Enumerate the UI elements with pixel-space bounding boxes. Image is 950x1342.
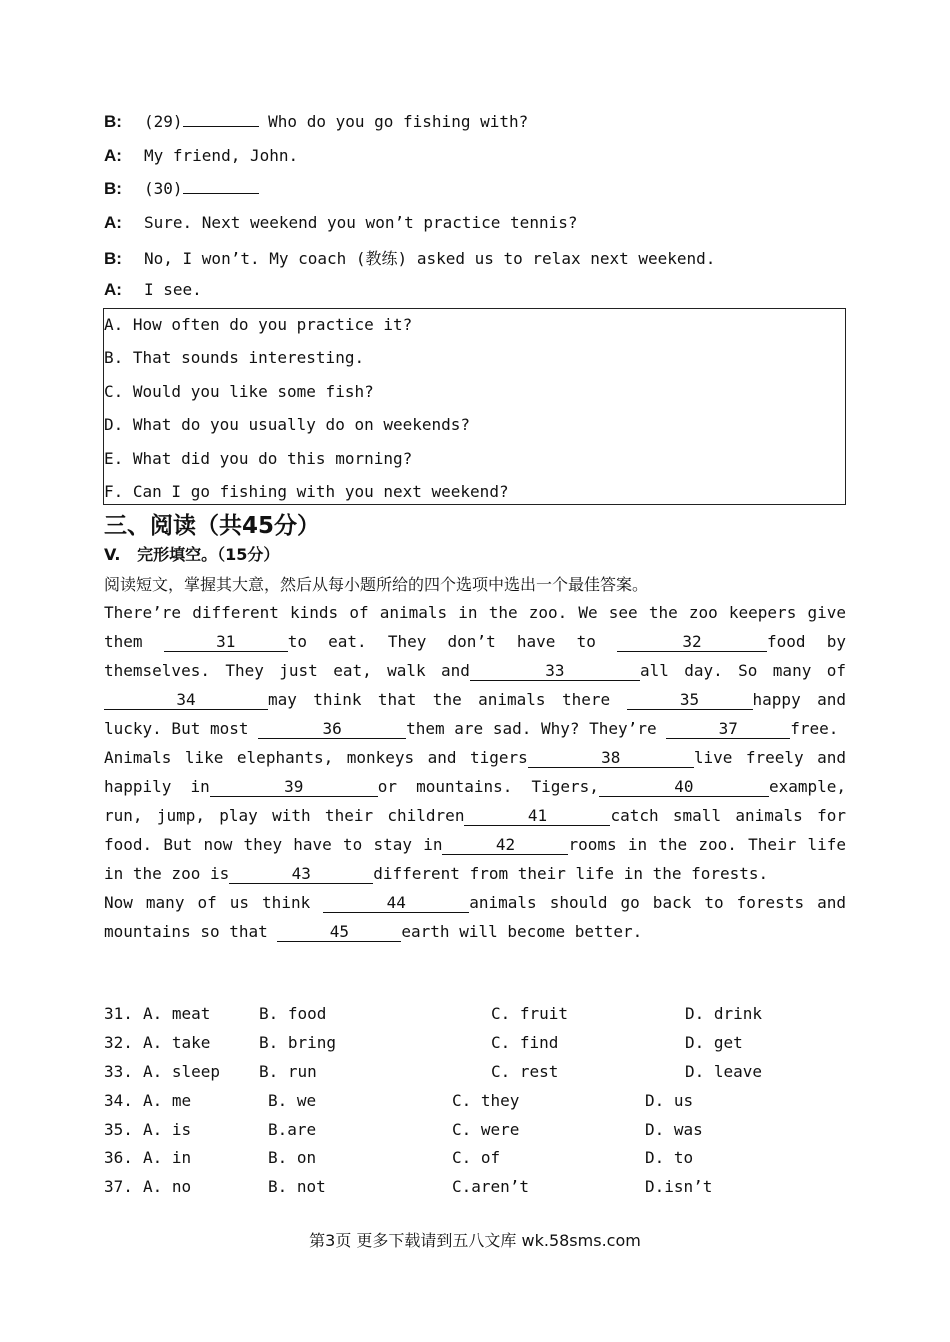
choice-a: A. How often do you practice it? [104,315,413,334]
option-d[interactable]: D. leave [685,1062,763,1081]
speaker-label: A: [104,280,122,299]
question-number: (29) [144,112,183,131]
option-a[interactable]: A. meat [143,1004,211,1023]
dialogue-text: Who do you go fishing with? [258,112,529,131]
blank-42[interactable]: 42 [442,836,568,855]
option-d[interactable]: D. drink [685,1004,763,1023]
blank-32[interactable]: 32 [617,633,767,652]
blank-37[interactable]: 37 [666,720,790,739]
answer-blank[interactable] [183,193,259,194]
question-number: 37. [104,1177,133,1196]
blank-39[interactable]: 39 [210,778,378,797]
option-a[interactable]: A. take [143,1033,211,1052]
option-c[interactable]: C.aren’t [452,1177,530,1196]
cloze-passage [104,598,846,946]
choice-d: D. What do you usually do on weekends? [104,415,471,434]
blank-40[interactable]: 40 [599,778,769,797]
option-b[interactable]: B. run [259,1062,317,1081]
option-a[interactable]: A. no [143,1177,192,1196]
blank-36[interactable]: 36 [258,720,406,739]
option-a[interactable]: A. me [143,1091,192,1110]
question-number: 35. [104,1120,133,1139]
option-a[interactable]: A. is [143,1120,192,1139]
option-d[interactable]: D. to [645,1148,694,1167]
question-number: 31. [104,1004,133,1023]
dialogue-line-5 [104,246,715,269]
speaker-label: B: [104,179,122,198]
blank-35[interactable]: 35 [627,691,753,710]
passage-paragraph-3: Now many of us think 44 animals should go back to forests and mountains so that 45 earth will become better. [104,893,846,941]
dialogue-text: My friend, John. [144,146,299,165]
passage-paragraph-2: Animals like elephants, monkeys and tigers 38 live freely and happily in 39 or mountains. Tigers, 40 example, run, jump, play with their children 41 catch small animals for food. But now they have to stay in 42 rooms in the zoo. Their life in the zoo is 43 different from their life in the forests. [104,748,847,883]
choice-c: C. Would you like some fish? [104,382,374,401]
dialogue-line-4 [104,213,577,233]
choice-f: F. Can I go fishing with you next weekend? [104,482,509,501]
section-title: 三、阅读（共45分） [104,513,321,539]
option-c[interactable]: C. of [452,1148,501,1167]
instruction-text: 阅读短文，掌握其大意，然后从每小题所给的四个选项中选出一个最佳答案。 [104,575,649,594]
blank-34[interactable]: 34 [104,691,268,710]
speaker-label: B: [104,112,122,131]
dialogue-line-2 [104,146,298,166]
speaker-label: A: [104,213,122,232]
blank-41[interactable]: 41 [464,807,610,826]
question-number: (30) [144,179,183,198]
option-b[interactable]: B. we [268,1091,317,1110]
option-d[interactable]: D. us [645,1091,694,1110]
speaker-label: A: [104,146,122,165]
option-c[interactable]: C. were [452,1120,520,1139]
passage-paragraph-1: There’re different kinds of animals in the zoo. We see the zoo keepers give them 31 to eat. They don’t have to 32 food by themselves. They just eat, walk and 33 all day. So many of34 may think that the animals there 35 happy and lucky. But most 36 them are sad. Why? They’re 37 free. [104,603,846,738]
option-b[interactable]: B. not [268,1177,326,1196]
option-d[interactable]: D.isn’t [645,1177,713,1196]
blank-45[interactable]: 45 [277,923,401,942]
page-footer: 第3页 更多下载请到五八文库 wk.58sms.com [309,1231,641,1250]
option-d[interactable]: D. get [685,1033,743,1052]
choice-b: B. That sounds interesting. [104,348,365,367]
blank-33[interactable]: 33 [470,662,640,681]
blank-31[interactable]: 31 [164,633,288,652]
question-number: 33. [104,1062,133,1081]
choice-e: E. What did you do this morning? [104,449,413,468]
dialogue-line-6 [104,280,202,300]
option-b[interactable]: B.are [268,1120,317,1139]
blank-38[interactable]: 38 [528,749,694,768]
option-b[interactable]: B. food [259,1004,327,1023]
question-number: 36. [104,1148,133,1167]
dialogue-text: Sure. Next weekend you won’t practice tennis? [144,213,578,232]
dialogue-line-1 [104,112,528,132]
option-c[interactable]: C. find [491,1033,559,1052]
dialogue-line-3 [104,179,259,199]
choices-box [103,308,846,505]
option-d[interactable]: D. was [645,1120,703,1139]
option-b[interactable]: B. on [268,1148,317,1167]
answer-blank[interactable] [183,126,259,127]
option-a[interactable]: A. in [143,1148,192,1167]
speaker-label: B: [104,249,122,268]
question-number: 32. [104,1033,133,1052]
option-c[interactable]: C. they [452,1091,520,1110]
question-number: 34. [104,1091,133,1110]
option-a[interactable]: A. sleep [143,1062,221,1081]
option-b[interactable]: B. bring [259,1033,337,1052]
option-c[interactable]: C. rest [491,1062,559,1081]
option-c[interactable]: C. fruit [491,1004,569,1023]
subsection-title: V. 完形填空。（15分） [104,545,280,564]
blank-43[interactable]: 43 [229,865,373,884]
dialogue-text: I see. [144,280,202,299]
dialogue-text: No, I won’t. My coach (教练) asked us to relax next weekend. [144,249,716,268]
blank-44[interactable]: 44 [323,894,469,913]
